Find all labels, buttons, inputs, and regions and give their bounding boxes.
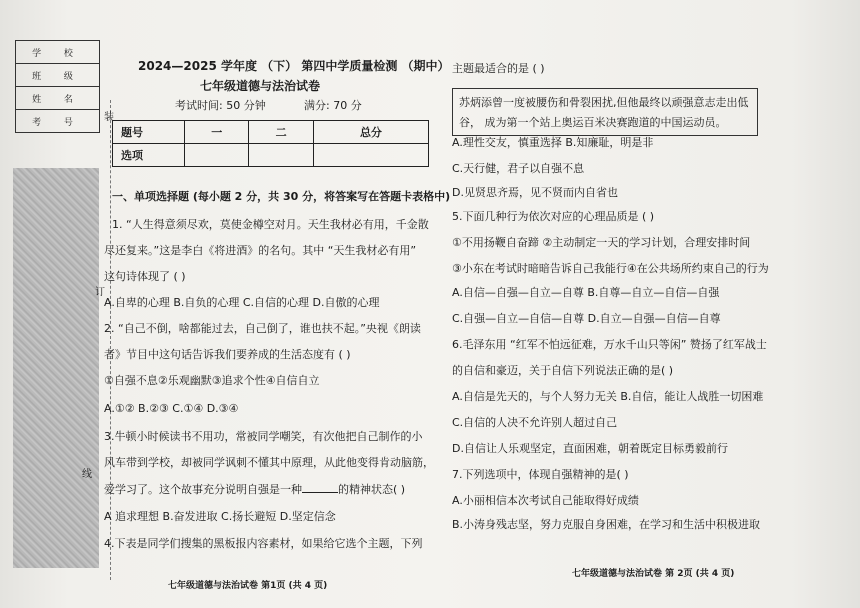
school-label: 学 校 xyxy=(32,48,83,59)
q3-line3 xyxy=(104,482,405,497)
q4-options-ab: A.理性交友，慎重选择 B.知廉耻，明是非 xyxy=(452,136,654,149)
score-cell-two xyxy=(249,144,313,167)
binding-mark-xian: 线 xyxy=(82,469,92,480)
q3-line3-text: 爱学习了。这个故事充分说明自强是一种 xyxy=(104,483,302,496)
q3-line3-end: 的精神状态( ) xyxy=(338,483,406,496)
student-info-table xyxy=(15,40,100,133)
exam-subject: 七年级道德与法治试卷 xyxy=(200,79,321,93)
q7-line1: 7.下列选项中，体现自强精神的是( ) xyxy=(452,468,629,481)
q5-statements1: ①不用扬鞭自奋蹄 ②主动制定一天的学习计划，合理安排时间 xyxy=(452,236,751,249)
q2-statements: ①自强不息②乐观幽默③追求个性④自信自立 xyxy=(104,374,320,387)
exam-number-label: 考 号 xyxy=(32,117,83,128)
q4-quote-box xyxy=(452,88,758,136)
q7-option-a: A.小丽相信本次考试自己能取得好成绩 xyxy=(452,494,639,507)
q5-options-ab: A.自信—自强—自立—自尊 B.自尊—自立—自信—自强 xyxy=(452,286,720,299)
q6-option-d: D.自信让人乐观坚定，直面困难，朝着既定目标勇毅前行 xyxy=(452,442,728,455)
q1-line3: 这句诗体现了 ( ) xyxy=(104,270,186,283)
q3-options: A 追求理想 B.奋发进取 C.扬长避短 D.坚定信念 xyxy=(104,510,336,523)
q3-line2: 风车带到学校，却被同学讽刺不懂其中原理，从此他变得肯动脑筋， xyxy=(104,456,434,469)
score-header-two: 二 xyxy=(249,121,313,144)
score-cell-total xyxy=(313,144,428,167)
q4-option-d: D.见贤思齐焉，见不贤而内自省也 xyxy=(452,186,618,199)
q6-option-c: C.自信的人决不允许别人超过自己 xyxy=(452,416,618,429)
q6-line1: 6.毛泽东用 “红军不怕远征难，万水千山只等闲” 赞扬了红军战士 xyxy=(452,338,767,351)
score-header-one: 一 xyxy=(185,121,249,144)
q5-line1: 5.下面几种行为依次对应的心理品质是 ( ) xyxy=(452,210,655,223)
q6-line2: 的自信和豪迈，关于自信下列说法正确的是( ) xyxy=(452,364,674,377)
footer-left: 七年级道德与法治试卷 第1页 (共 4 页) xyxy=(168,581,328,591)
score-header-total: 总分 xyxy=(313,121,428,144)
exam-number-field xyxy=(16,110,100,133)
binding-mark-zhuang: 装 xyxy=(104,112,114,123)
name-field xyxy=(16,87,100,110)
q3-line1: 3.牛顿小时候读书不用功，常被同学嘲笑，有次他把自己制作的小 xyxy=(104,430,423,443)
q1-line2: 尽还复来。”这是李白《将进酒》的名句。其中 “天生我材必有用” xyxy=(104,244,417,257)
q2-line1: 2. “自己不倒，啥都能过去，自己倒了，谁也扶不起。”央视《朗读 xyxy=(104,322,421,335)
q4-quote: 苏炳添曾一度被腰伤和骨裂困扰,但他最终以顽强意志走出低谷， 成为第一个站上奥运百米决赛跑道的中国运动员。 xyxy=(459,96,749,129)
score-table xyxy=(112,120,429,167)
binding-line xyxy=(110,100,112,580)
exam-full-score: 满分: 70 分 xyxy=(304,99,362,112)
section-heading: 一、单项选择题 (每小题 2 分，共 30 分，将答案写在答题卡表格中) xyxy=(112,190,451,203)
q1-options: A.自卑的心理 B.自负的心理 C.自信的心理 D.自傲的心理 xyxy=(104,296,380,309)
exam-time: 考试时间: 50 分钟 xyxy=(175,99,266,112)
q4-option-c: C.天行健，君子以自强不息 xyxy=(452,162,585,175)
exam-title: 2024—2025 学年度 （下） 第四中学质量检测 （期中） xyxy=(138,59,450,73)
q2-line2: 者》节目中这句话告诉我们要养成的生活态度有 ( ) xyxy=(104,348,351,361)
q3-blank xyxy=(302,482,338,493)
q1-line1: 1. “人生得意须尽欢，莫使金樽空对月。天生我材必有用，千金散 xyxy=(112,218,429,231)
class-field xyxy=(16,64,100,87)
score-cell-one xyxy=(185,144,249,167)
q2-options: A.①② B.②③ C.①④ D.③④ xyxy=(104,402,239,415)
q5-statements2: ③小东在考试时暗暗告诉自己我能行④在公共场所约束自己的行为 xyxy=(452,262,769,275)
class-label: 班 级 xyxy=(32,71,83,82)
q6-options-ab: A.自信是先天的，与个人努力无关 B.自信，能让人战胜一切困难 xyxy=(452,390,764,403)
footer-right: 七年级道德与法治试卷 第 2页 (共 4 页) xyxy=(572,569,735,579)
q4-line1: 4.下表是同学们搜集的黑板报内容素材，如果给它选个主题，下列 xyxy=(104,537,423,550)
q4-line2: 主题最适合的是 ( ) xyxy=(452,62,545,75)
name-label: 姓 名 xyxy=(32,94,83,105)
binding-mark-ding: 订 xyxy=(95,287,105,298)
score-row-label: 选项 xyxy=(113,144,185,167)
q5-options-cd: C.自强—自立—自信—自尊 D.自立—自强—自信—自尊 xyxy=(452,312,721,325)
school-field xyxy=(16,41,100,64)
q7-option-b: B.小涛身残志坚，努力克服自身困难，在学习和生活中积极进取 xyxy=(452,518,761,531)
score-header-number: 题号 xyxy=(113,121,185,144)
barcode-area xyxy=(13,168,99,568)
